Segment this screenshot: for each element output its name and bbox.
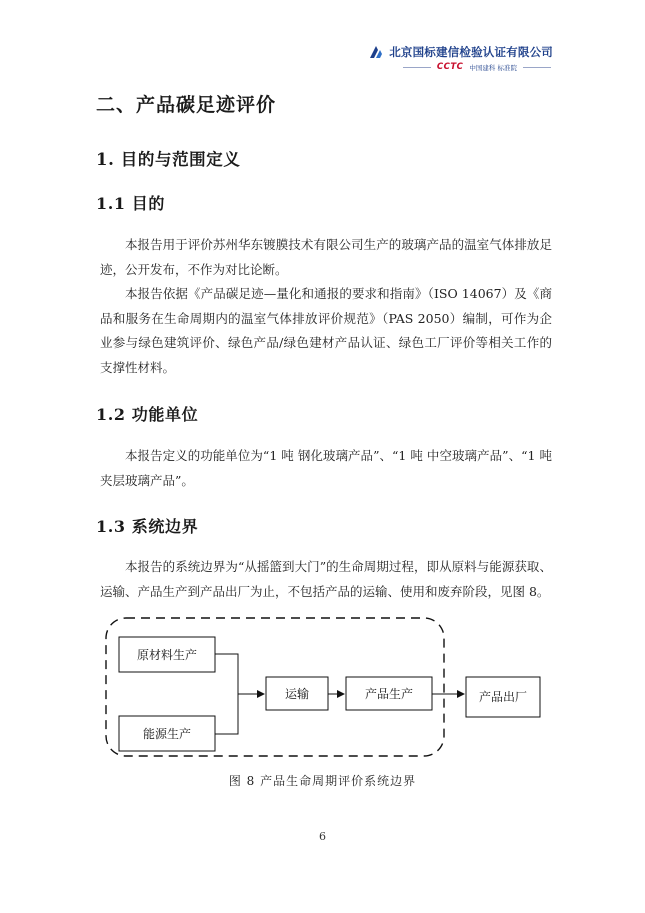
figure-caption: 图 8 产品生命周期评价系统边界 xyxy=(228,774,417,788)
cctc-logo: CCTC xyxy=(436,62,464,72)
subsection-heading-functional-unit: 1.2 功能单位 xyxy=(96,405,199,424)
company-row xyxy=(368,44,553,60)
merge-connector xyxy=(215,654,238,734)
raw-material-label: 原材料生产 xyxy=(136,648,198,662)
energy-label: 能源生产 xyxy=(142,727,192,741)
page-header xyxy=(253,40,553,80)
paragraph-system-boundary: 本报告的系统边界为“从摇篮到大门”的生命周期过程，即从原料与能源获取、运输、产品生产到产品出厂为止，不包括产品的运输、使用和废弃阶段，见图 8。 xyxy=(100,559,552,599)
paragraph-functional-unit: 本报告定义的功能单位为“1 吨 钢化玻璃产品”、“1 吨 中空玻璃产品”、“1 吨 夹层玻璃产品”。 xyxy=(100,448,552,488)
brand-row xyxy=(403,62,551,72)
chapter-heading: 二、产品碳足迹评价 xyxy=(96,94,277,116)
company-name: 北京国标建信检验认证有限公司 xyxy=(389,45,553,59)
header-rule-right xyxy=(523,67,551,68)
subsection-heading-system-boundary: 1.3 系统边界 xyxy=(96,517,199,536)
brand-text: 中国建科 标准院 xyxy=(469,63,517,72)
subsection-heading-purpose: 1.1 目的 xyxy=(96,194,166,213)
page-number: 6 xyxy=(319,830,326,843)
section-heading: 1. 目的与范围定义 xyxy=(96,150,241,169)
system-boundary-diagram xyxy=(100,614,560,764)
shipment-label: 产品出厂 xyxy=(478,690,528,704)
company-logo-icon xyxy=(368,44,384,60)
header-rule-left xyxy=(403,67,431,68)
production-label: 产品生产 xyxy=(364,687,414,701)
transport-label: 运输 xyxy=(284,687,310,701)
paragraph-purpose-2: 本报告依据《产品碳足迹—量化和通报的要求和指南》（ISO 14067）及《商品和服务在生命周期内的温室气体排放评价规范》（PAS 2050）编制，可作为企业参与绿色建筑评价、绿色产品/绿色建材产品认证、绿色工厂评价等相关工作的支撑性材料。 xyxy=(100,286,552,375)
paragraph-purpose-1: 本报告用于评价苏州华东镀膜技术有限公司生产的玻璃产品的温室气体排放足迹，公开发布，不作为对比论断。 xyxy=(100,237,552,277)
